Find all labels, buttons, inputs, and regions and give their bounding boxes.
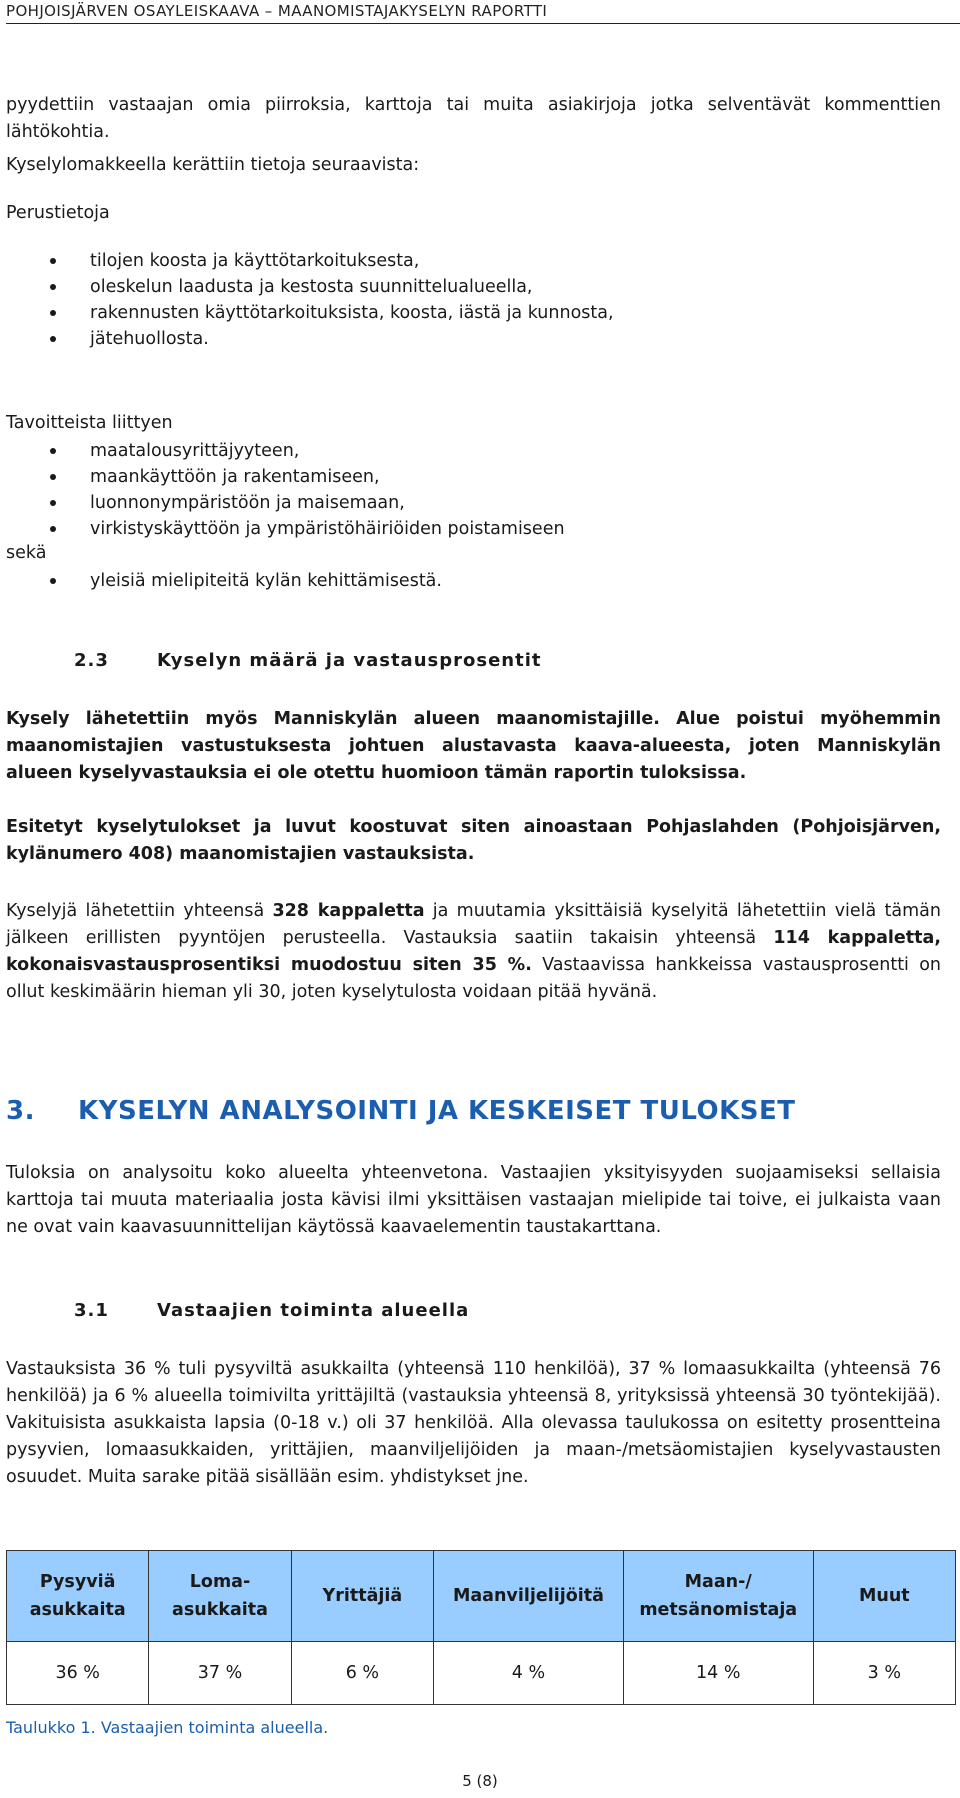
bold-paragraph-2: Esitetyt kyselytulokset ja luvut koostuvat siten ainoastaan Pohjaslahden (Pohjoisjärven, kylänumero 408) maanomistajien vastauksista. [6,817,941,864]
bullet-icon [50,578,56,584]
section-title: Vastaajien toiminta alueella [157,1300,470,1321]
section-number: 3. [6,1096,35,1126]
analysis-paragraph: Tuloksia on analysoitu koko alueelta yhteenvetona. Vastaajien yksityisyyden suojaamiseksi sellaisia karttoja tai muuta materiaalia josta kävisi ilmi yksittäisen vastaajan mielipide tai toive, ei julkaista vaan ne ovat vain kaavasuunnittelijan käytössä kaavaelementin taustakarttana. [6,1163,941,1237]
and-text: sekä [6,543,47,563]
page-number: 5 (8) [462,1772,498,1790]
respondents-paragraph: Vastauksista 36 % tuli pysyviltä asukkailta (yhteensä 110 henkilöä), 37 % lomaasukkailta (yhteensä 76 henkilöä) ja 6 % alueella toimivilta yrittäjiltä (vastauksia yhteensä 8, yrityksissä yhteensä 30 työntekijää). Vakituisista asukkaista lapsia (0-18 v.) oli 37 henkilöä. Alla olevassa taulukossa on esitetty prosentteina pysyvien, lomaasukkaiden, yrittäjien, maanviljelijöiden ja maan-/metsäomistajien kyselyvastausten osuudet. Muita sarake pitää sisällään esim. yhdistykset jne. [6,1359,941,1487]
section-heading-3-1 [74,1300,469,1321]
table-header-cell: Pysyviä asukkaita [7,1551,149,1642]
bullet-icon [50,474,56,480]
table-caption: Taulukko 1. Vastaajien toiminta alueella. [6,1718,329,1737]
bullet-icon [50,310,56,316]
list-item: virkistyskäyttöön ja ympäristöhäiriöiden poistamiseen [6,516,941,542]
list-item: maatalousyrittäjyyteen, [6,438,941,464]
table-header-cell: Muut [813,1551,955,1642]
bullet-icon [50,336,56,342]
table-header-cell: Maan-/ metsänomistaja [623,1551,813,1642]
intro-paragraph: pyydettiin vastaajan omia piirroksia, karttoja tai muita asiakirjoja jotka selventävät kommenttien lähtökohtia. [6,95,941,142]
bullet-icon [50,284,56,290]
goals-last-list [6,568,941,594]
goals-intro: Tavoitteista liittyen [6,413,173,433]
bullet-icon [50,526,56,532]
list-item: maankäyttöön ja rakentamiseen, [6,464,941,490]
table-header-cell: Loma-asukkaita [149,1551,291,1642]
table-header-row [7,1551,956,1642]
bullet-icon [50,258,56,264]
list-item: yleisiä mielipiteitä kylän kehittämisestä. [6,568,941,594]
section-title: Kyselyn määrä ja vastausprosentit [157,650,542,671]
section-number: 3.1 [74,1300,109,1321]
list-item: tilojen koosta ja käyttötarkoituksesta, [6,248,941,274]
basic-info-label: Perustietoja [6,203,110,223]
table-header-cell: Yrittäjiä [291,1551,433,1642]
section-number: 2.3 [74,650,109,671]
table-cell: 4 % [434,1642,624,1705]
bullet-icon [50,500,56,506]
section-heading-3 [6,1096,796,1126]
section-heading-2-3 [74,650,541,671]
goals-list [6,438,941,542]
bullet-icon [50,448,56,454]
list-item: jätehuollosta. [6,326,941,352]
table-row [7,1642,956,1705]
survey-collected-text: Kyselylomakkeella kerättiin tietoja seuraavista: [6,155,420,175]
response-paragraph: Kyselyjä lähetettiin yhteensä 328 kappaletta ja muutamia yksittäisiä kyselyitä lähetettiin vielä tämän jälkeen erillisten pyyntöjen perusteella. Vastauksia saatiin takaisin yhteensä 114 kappaletta, kokonaisvastausprosentiksi muodostuu siten 35 %. Vastaavissa hankkeissa vastausprosentti on ollut keskimäärin hieman yli 30, joten kyselytulosta voidaan pitää hyvänä. [6,901,941,1002]
list-item: rakennusten käyttötarkoituksista, koosta, iästä ja kunnosta, [6,300,941,326]
running-header: POHJOISJÄRVEN OSAYLEISKAAVA – MAANOMISTAJAKYSELYN RAPORTTI [6,2,960,24]
list-item: oleskelun laadusta ja kestosta suunnittelualueella, [6,274,941,300]
respondent-table [6,1550,956,1705]
table-cell: 14 % [623,1642,813,1705]
table-header-cell: Maanviljelijöitä [434,1551,624,1642]
section-title: KYSELYN ANALYSOINTI JA KESKEISET TULOKSET [78,1096,796,1126]
table-cell: 6 % [291,1642,433,1705]
bold-paragraph-1: Kysely lähetettiin myös Manniskylän alueen maanomistajille. Alue poistui myöhemmin maanomistajien vastustuksesta johtuen alustavasta kaava-alueesta, joten Manniskylän alueen kyselyvastauksia ei ole otettu huomioon tämän raportin tuloksissa. [6,709,941,783]
table-cell: 3 % [813,1642,955,1705]
basic-info-list [6,248,941,352]
list-item: luonnonympäristöön ja maisemaan, [6,490,941,516]
table-cell: 37 % [149,1642,291,1705]
table-cell: 36 % [7,1642,149,1705]
